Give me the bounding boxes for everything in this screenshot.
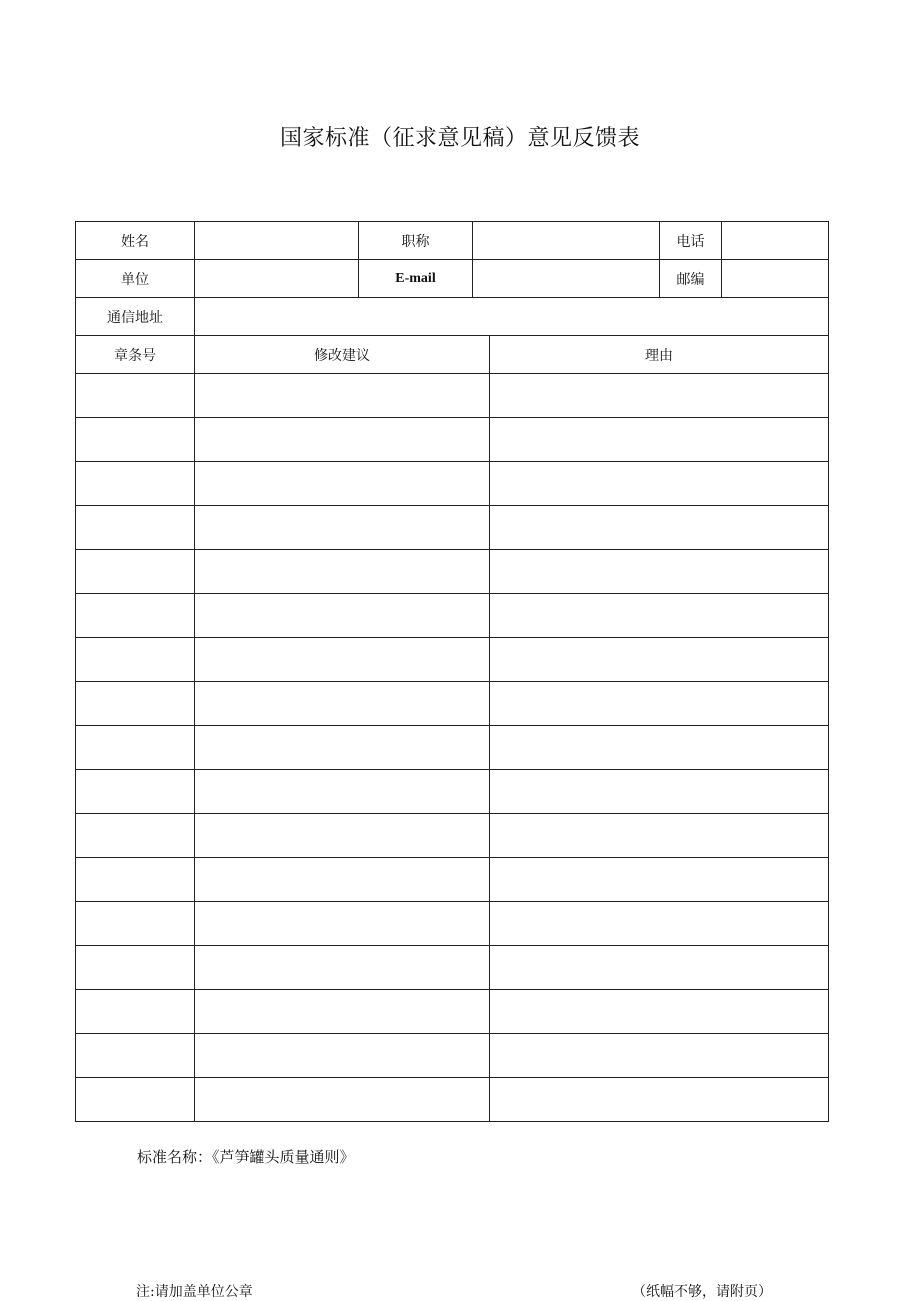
entry-reason-cell[interactable]: [490, 682, 829, 726]
address-field[interactable]: [195, 298, 829, 336]
entry-reason-cell[interactable]: [490, 550, 829, 594]
entry-clause-cell[interactable]: [76, 638, 195, 682]
entry-row: [76, 462, 829, 506]
entry-suggestion-cell[interactable]: [195, 1078, 490, 1122]
entry-row: [76, 1034, 829, 1078]
entry-clause-cell[interactable]: [76, 990, 195, 1034]
entry-reason-cell[interactable]: [490, 638, 829, 682]
entry-reason-cell[interactable]: [490, 770, 829, 814]
entry-reason-cell[interactable]: [490, 814, 829, 858]
entry-suggestion-cell[interactable]: [195, 770, 490, 814]
entry-suggestion-cell[interactable]: [195, 726, 490, 770]
entry-clause-cell[interactable]: [76, 726, 195, 770]
entry-reason-cell[interactable]: [490, 374, 829, 418]
standard-name-value: 《芦笋罐头质量通则》: [212, 1148, 355, 1166]
entry-row: [76, 1078, 829, 1122]
entry-row: [76, 682, 829, 726]
entry-reason-cell[interactable]: [490, 1034, 829, 1078]
column-header-suggestion: 修改建议: [195, 336, 490, 374]
entry-row: [76, 638, 829, 682]
entry-suggestion-cell[interactable]: [195, 506, 490, 550]
entry-row: [76, 418, 829, 462]
postcode-label: 邮编: [660, 260, 722, 298]
entry-suggestion-cell[interactable]: [195, 858, 490, 902]
entry-suggestion-cell[interactable]: [195, 946, 490, 990]
entry-row: [76, 374, 829, 418]
entry-reason-cell[interactable]: [490, 990, 829, 1034]
entry-suggestion-cell[interactable]: [195, 594, 490, 638]
entry-suggestion-cell[interactable]: [195, 418, 490, 462]
standard-name-label: 标准名称：: [137, 1148, 213, 1166]
entry-row: [76, 770, 829, 814]
entry-reason-cell[interactable]: [490, 902, 829, 946]
email-field[interactable]: [473, 260, 660, 298]
address-label: 通信地址: [76, 298, 195, 336]
entry-reason-cell[interactable]: [490, 506, 829, 550]
name-field[interactable]: [195, 222, 359, 260]
entry-row: [76, 858, 829, 902]
entry-reason-cell[interactable]: [490, 946, 829, 990]
entry-clause-cell[interactable]: [76, 506, 195, 550]
name-label: 姓名: [76, 222, 195, 260]
entry-clause-cell[interactable]: [76, 1034, 195, 1078]
entry-suggestion-cell[interactable]: [195, 374, 490, 418]
phone-label: 电话: [660, 222, 722, 260]
standard-name: [137, 1146, 355, 1167]
entry-row: [76, 990, 829, 1034]
unit-field[interactable]: [195, 260, 359, 298]
info-row-2: [76, 260, 829, 298]
column-header-reason: 理由: [490, 336, 829, 374]
entry-suggestion-cell[interactable]: [195, 814, 490, 858]
entry-suggestion-cell[interactable]: [195, 550, 490, 594]
entry-clause-cell[interactable]: [76, 814, 195, 858]
entry-clause-cell[interactable]: [76, 858, 195, 902]
stamp-note: 注:请加盖单位公章: [136, 1284, 253, 1300]
entry-clause-cell[interactable]: [76, 682, 195, 726]
entry-suggestion-cell[interactable]: [195, 902, 490, 946]
entry-row: [76, 902, 829, 946]
entry-reason-cell[interactable]: [490, 594, 829, 638]
attachment-note: （纸幅不够，请附页）: [632, 1284, 772, 1300]
entry-row: [76, 726, 829, 770]
entry-suggestion-cell[interactable]: [195, 682, 490, 726]
entry-reason-cell[interactable]: [490, 726, 829, 770]
entry-clause-cell[interactable]: [76, 1078, 195, 1122]
entry-row: [76, 550, 829, 594]
postcode-field[interactable]: [722, 260, 829, 298]
entry-suggestion-cell[interactable]: [195, 638, 490, 682]
unit-label: 单位: [76, 260, 195, 298]
entry-clause-cell[interactable]: [76, 946, 195, 990]
entry-clause-cell[interactable]: [76, 462, 195, 506]
feedback-form: [75, 221, 829, 1122]
entry-row: [76, 814, 829, 858]
entry-reason-cell[interactable]: [490, 462, 829, 506]
email-label: E-mail: [359, 260, 473, 298]
entry-reason-cell[interactable]: [490, 1078, 829, 1122]
phone-field[interactable]: [722, 222, 829, 260]
entry-suggestion-cell[interactable]: [195, 1034, 490, 1078]
column-header-row: [76, 336, 829, 374]
entry-reason-cell[interactable]: [490, 858, 829, 902]
entry-row: [76, 594, 829, 638]
page-title: 国家标准（征求意见稿）意见反馈表: [279, 126, 640, 151]
entry-clause-cell[interactable]: [76, 550, 195, 594]
entry-clause-cell[interactable]: [76, 374, 195, 418]
entry-reason-cell[interactable]: [490, 418, 829, 462]
entry-clause-cell[interactable]: [76, 594, 195, 638]
entry-clause-cell[interactable]: [76, 770, 195, 814]
info-row-1: [76, 222, 829, 260]
entry-clause-cell[interactable]: [76, 902, 195, 946]
entry-suggestion-cell[interactable]: [195, 990, 490, 1034]
entry-row: [76, 506, 829, 550]
position-field[interactable]: [473, 222, 660, 260]
entry-suggestion-cell[interactable]: [195, 462, 490, 506]
position-label: 职称: [359, 222, 473, 260]
column-header-clause: 章条号: [76, 336, 195, 374]
entry-clause-cell[interactable]: [76, 418, 195, 462]
entry-row: [76, 946, 829, 990]
info-row-3: [76, 298, 829, 336]
